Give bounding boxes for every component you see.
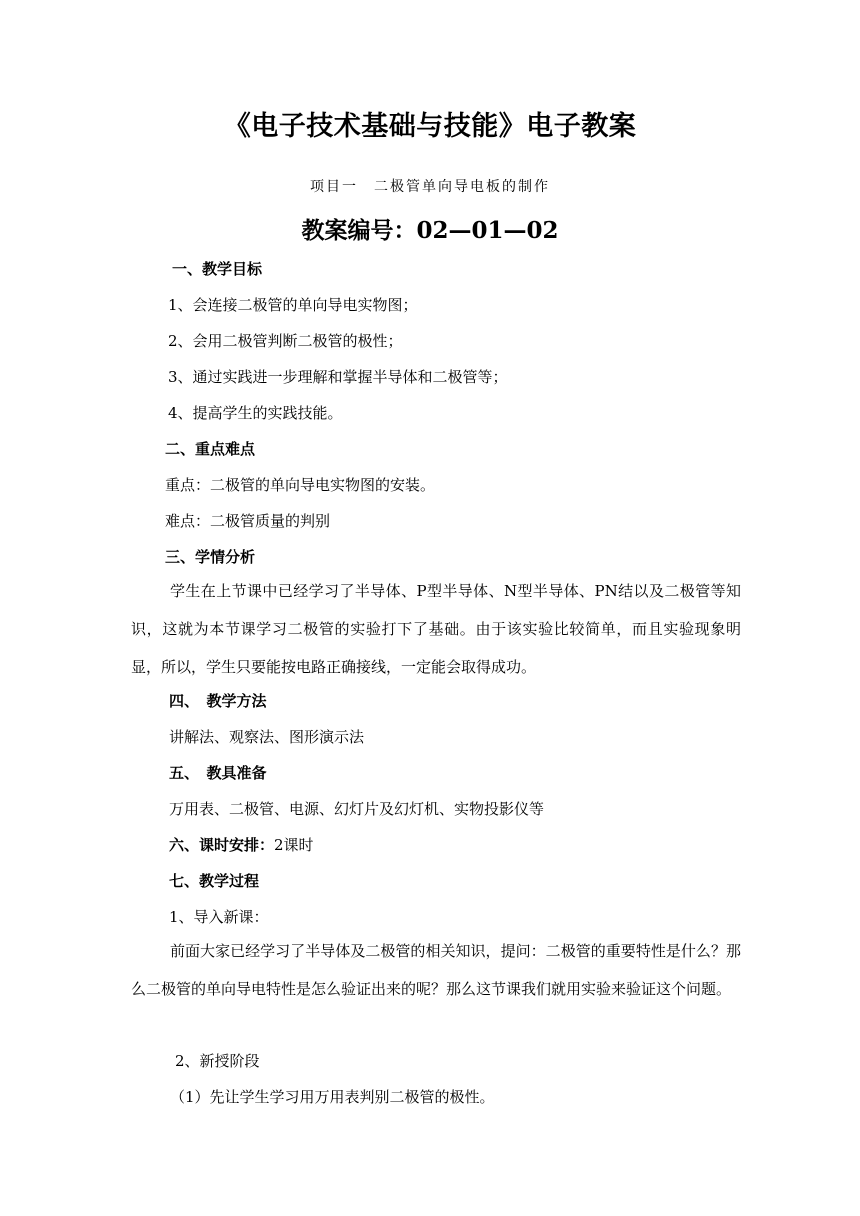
schedule-value: 2课时 [274,836,314,854]
section-heading-methods: 四、 教学方法 [169,692,267,710]
process-sub-step: （1）先让学生学习用万用表判别二极管的极性。 [170,1088,495,1106]
key-point: 重点：二极管的单向导电实物图的安装。 [165,476,436,494]
section-heading-key-points: 二、重点难点 [165,440,256,458]
objective-item: 3、通过实践进一步理解和掌握半导体和二极管等； [168,368,508,386]
section-heading-analysis: 三、学情分析 [165,548,256,566]
project-subtitle: 项目一 二极管单向导电板的制作 [310,179,550,195]
methods-text: 讲解法、观察法、图形演示法 [169,728,365,746]
section-heading-tools: 五、 教具准备 [169,764,267,782]
tools-text: 万用表、二极管、电源、幻灯片及幻灯机、实物投影仪等 [169,800,545,818]
process-step: 1、导入新课： [169,908,269,926]
objective-item: 4、提高学生的实践技能。 [168,404,343,422]
objective-item: 1、会连接二极管的单向导电实物图； [168,296,418,314]
section-heading-schedule: 六、课时安排： [169,836,275,854]
analysis-paragraph: 学生在上节课中已经学习了半导体、P型半导体、N型半导体、PN结以及二极管等知识，这就为本节课学习二极管的实验打下了基础。由于该实验比较简单，而且实验现象明显，所以，学生只要能按电路正确接线，一定能会取得成功。 [131,582,741,676]
process-step: 2、新授阶段 [175,1052,260,1070]
objective-item: 2、会用二极管判断二极管的极性； [168,332,403,350]
document-title: 《电子技术基础与技能》电子教案 [223,111,637,142]
schedule-line [169,834,314,855]
section-heading-objectives: 一、教学目标 [172,260,263,278]
difficult-point: 难点：二极管质量的判别 [165,512,331,530]
lesson-code: 教案编号：02—01—02 [301,217,559,244]
section-heading-process: 七、教学过程 [169,872,260,890]
intro-paragraph: 前面大家已经学习了半导体及二极管的相关知识，提问：二极管的重要特性是什么？那么二极管的单向导电特性是怎么验证出来的呢？那么这节课我们就用实验来验证这个问题。 [131,942,741,998]
